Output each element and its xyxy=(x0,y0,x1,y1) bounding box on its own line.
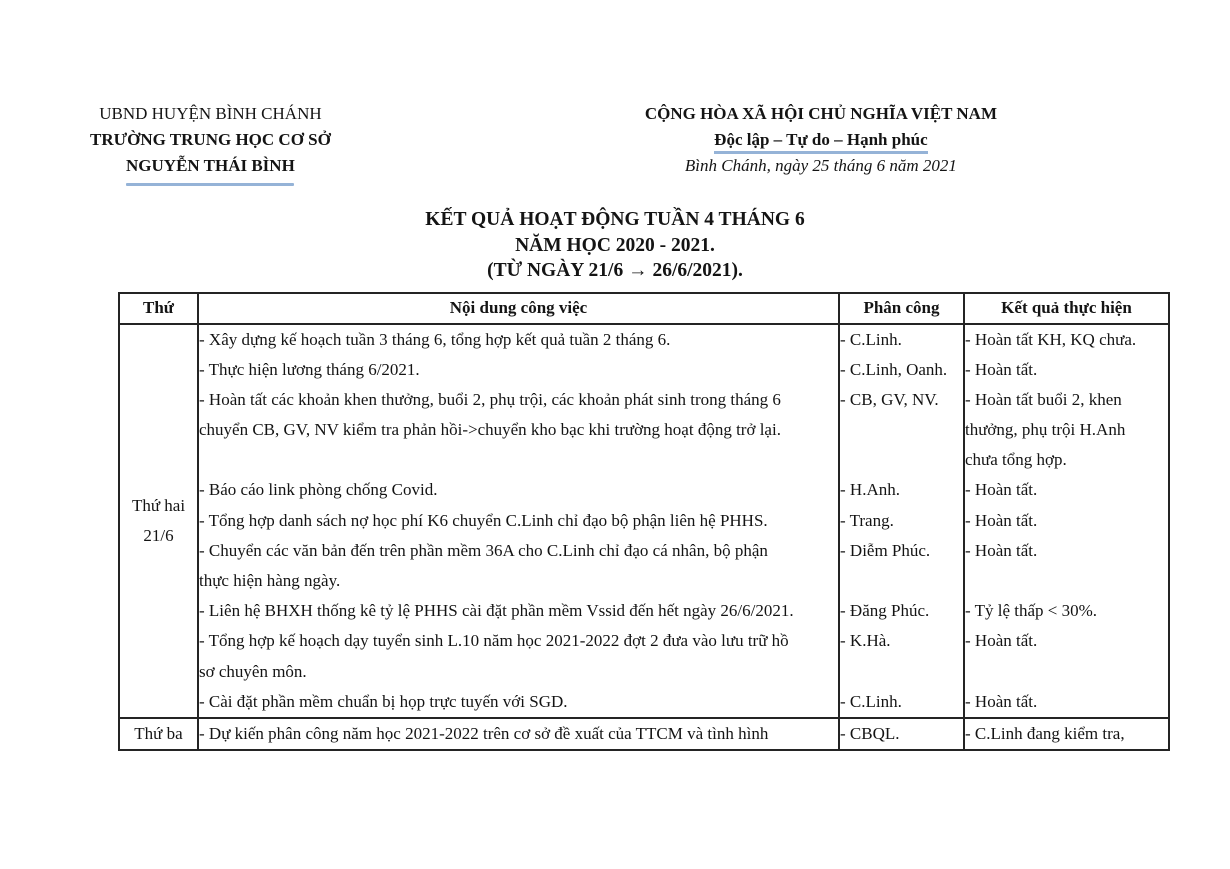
column-header-day: Thứ xyxy=(119,293,198,324)
text-line xyxy=(199,445,838,475)
day-cell xyxy=(119,324,198,718)
text-line: - Hoàn tất buổi 2, khen xyxy=(965,389,1122,409)
text-line xyxy=(840,415,963,445)
title-line-2: NĂM HỌC 2020 - 2021. xyxy=(515,234,715,256)
text-line: - Hoàn tất KH, KQ chưa. xyxy=(965,329,1137,349)
document-title xyxy=(0,207,1230,284)
text-line: - Hoàn tất. xyxy=(965,359,1038,379)
text-line: - Báo cáo link phòng chống Covid. xyxy=(199,480,438,500)
text-line: - Hoàn tất. xyxy=(965,510,1038,530)
text-line: - Hoàn tất. xyxy=(965,631,1038,651)
text-line: - Xây dựng kế hoạch tuần 3 tháng 6, tổng hợp kết quả tuần 2 tháng 6. xyxy=(199,329,671,349)
text-line: - Chuyển các văn bản đến trên phần mềm 36A cho C.Linh chỉ đạo cá nhân, bộ phận xyxy=(199,540,768,560)
school-type-line: TRƯỜNG TRUNG HỌC CƠ SỞ xyxy=(90,130,331,149)
table-header-row xyxy=(119,293,1169,324)
text-line xyxy=(840,657,963,687)
column-header-content: Nội dung công việc xyxy=(198,293,839,324)
text-line: - Diễm Phúc. xyxy=(840,540,931,560)
text-line: - Tổng hợp danh sách nợ học phí K6 chuyển C.Linh chỉ đạo bộ phận liên hệ PHHS. xyxy=(199,510,768,530)
text-line: - Trang. xyxy=(840,510,894,530)
text-line: - Tổng hợp kế hoạch dạy tuyển sinh L.10 năm học 2021-2022 đợt 2 đưa vào lưu trữ hồ xyxy=(199,631,789,651)
text-line: - C.Linh. xyxy=(840,329,902,349)
authority-line: UBND HUYỆN BÌNH CHÁNH xyxy=(99,104,322,123)
title-line-1: KẾT QUẢ HOẠT ĐỘNG TUẦN 4 THÁNG 6 xyxy=(425,209,805,230)
day-cell xyxy=(119,718,198,750)
text-line: chưa tổng hợp. xyxy=(965,450,1067,470)
text-line xyxy=(840,445,963,475)
text-line xyxy=(965,657,1168,687)
content-cell xyxy=(198,324,839,718)
text-line: thực hiện hàng ngày. xyxy=(199,571,341,590)
text-line: - CBQL. xyxy=(840,723,900,743)
text-line: - Đăng Phúc. xyxy=(840,601,930,621)
result-cell xyxy=(964,324,1169,718)
decorative-underline xyxy=(126,183,294,186)
text-line: - C.Linh. xyxy=(840,691,902,711)
title-line-3: (TỪ NGÀY 21/6 → 26/6/2021). xyxy=(487,260,743,281)
text-line: - K.Hà. xyxy=(840,631,891,651)
text-line: - Hoàn tất. xyxy=(965,691,1038,711)
text-line xyxy=(840,566,963,596)
table-row xyxy=(119,718,1169,750)
weekly-report-table xyxy=(118,292,1170,752)
text-line: - Cài đặt phần mềm chuẩn bị họp trực tuyến với SGD. xyxy=(199,691,568,711)
school-name-line: NGUYỄN THÁI BÌNH xyxy=(126,156,295,175)
day-label: 21/6 xyxy=(143,525,174,545)
motto-text: Độc lập – Tự do – Hạnh phúc xyxy=(714,130,927,154)
text-line: - C.Linh đang kiểm tra, xyxy=(965,723,1125,743)
assignment-cell xyxy=(839,718,964,750)
text-line: - C.Linh, Oanh. xyxy=(840,359,948,379)
column-header-assignment: Phân công xyxy=(839,293,964,324)
text-line: chuyển CB, GV, NV kiểm tra phản hồi->chuyển kho bạc khi trường hoạt động trở lại. xyxy=(199,420,781,440)
republic-title-line: CỘNG HÒA XÃ HỘI CHỦ NGHĨA VIỆT NAM xyxy=(644,104,997,123)
text-line: - Liên hệ BHXH thống kê tỷ lệ PHHS cài đặt phần mềm Vssid đến hết ngày 26/6/2021. xyxy=(199,601,794,621)
result-cell xyxy=(964,718,1169,750)
assignment-cell xyxy=(839,324,964,718)
text-line: - Hoàn tất. xyxy=(965,540,1038,560)
text-line: - H.Anh. xyxy=(840,480,900,500)
date-place-line: Bình Chánh, ngày 25 tháng 6 năm 2021 xyxy=(684,156,957,175)
text-line: - Hoàn tất các khoản khen thưởng, buổi 2, phụ trội, các khoản phát sinh trong tháng 6 xyxy=(199,389,781,409)
national-motto-block xyxy=(645,101,997,179)
motto-line xyxy=(645,127,997,153)
text-line xyxy=(965,566,1168,596)
text-line: - Hoàn tất. xyxy=(965,480,1038,500)
document-header xyxy=(0,0,1230,186)
text-line: - CB, GV, NV. xyxy=(840,389,939,409)
day-label: Thứ ba xyxy=(134,724,183,744)
text-line: - Tỷ lệ thấp < 30%. xyxy=(965,601,1098,621)
day-label: Thứ hai xyxy=(131,495,186,515)
table-row xyxy=(119,324,1169,718)
text-line: sơ chuyên môn. xyxy=(199,661,307,681)
text-line: - Dự kiến phân công năm học 2021-2022 trên cơ sở đề xuất của TTCM và tình hình xyxy=(199,723,769,743)
column-header-result: Kết quả thực hiện xyxy=(964,293,1169,324)
text-line: thưởng, phụ trội H.Anh xyxy=(965,420,1126,440)
text-line: - Thực hiện lương tháng 6/2021. xyxy=(199,359,420,379)
content-cell xyxy=(198,718,839,750)
issuing-authority-block xyxy=(90,101,331,186)
